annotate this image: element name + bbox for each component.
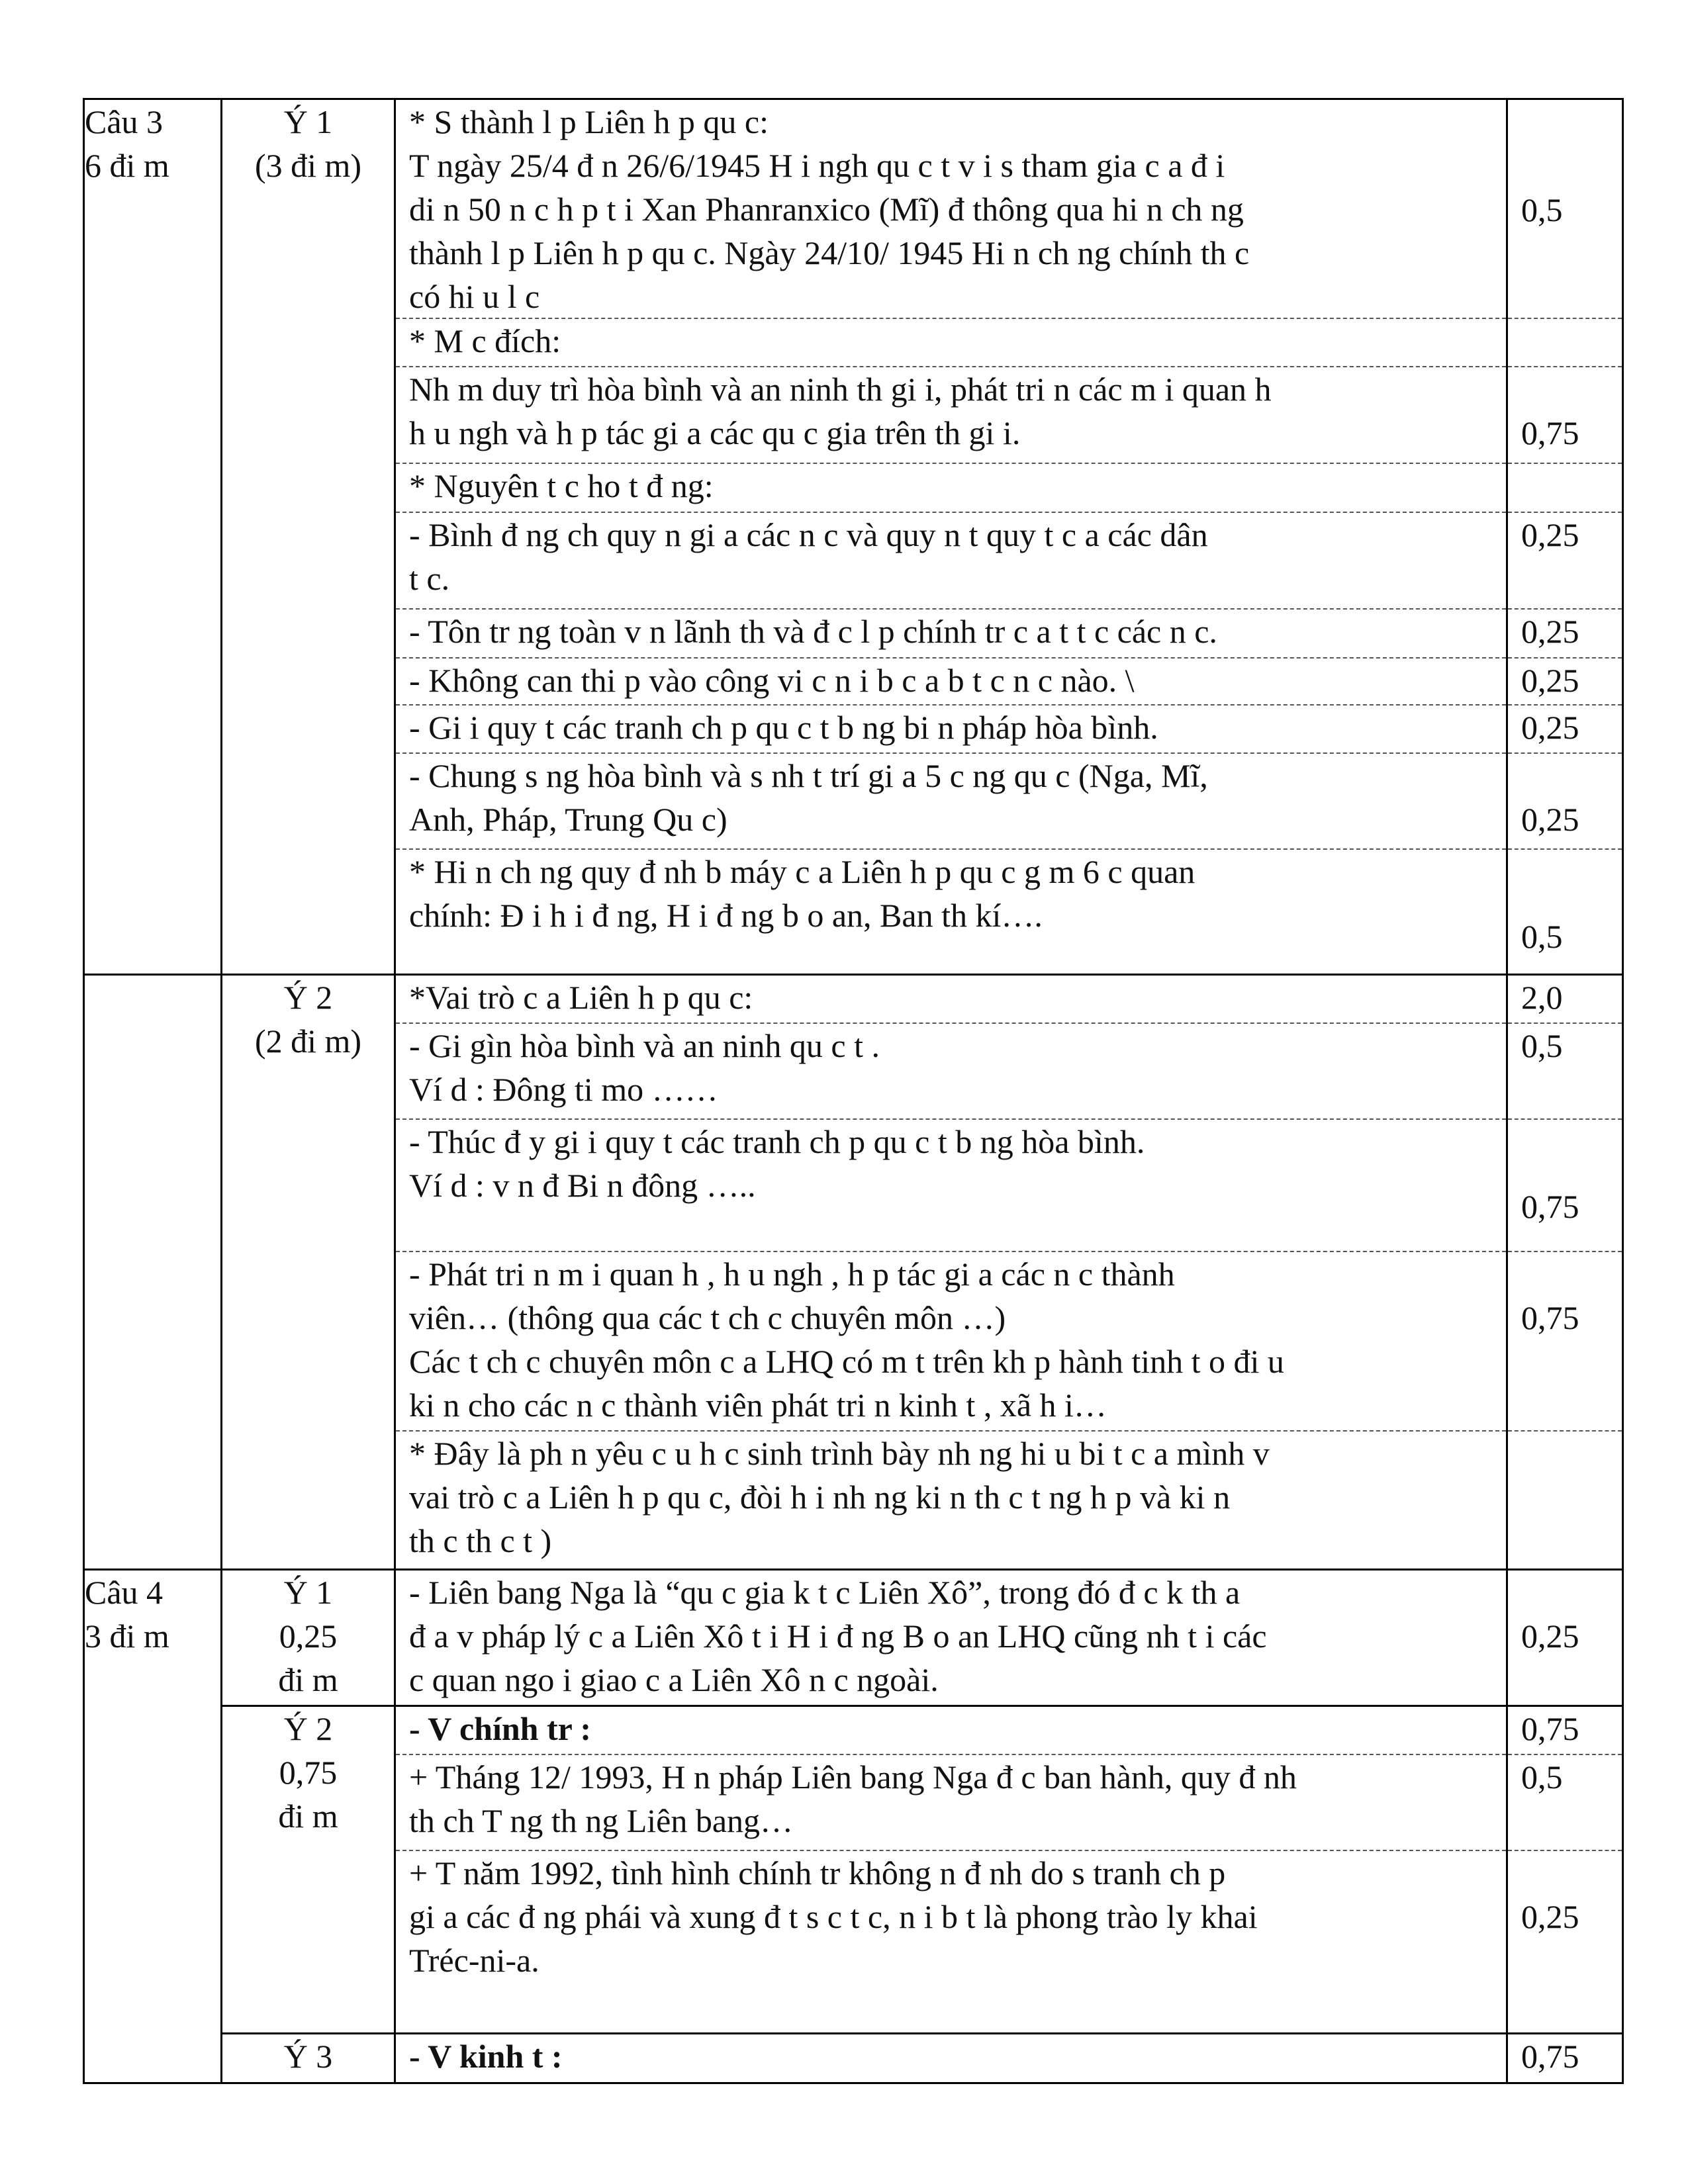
part-points: (3 đi m) xyxy=(254,147,362,184)
score: 0,75 xyxy=(1508,1120,1622,1252)
answer-segment xyxy=(396,976,1506,1024)
part-cell-cau3-y1 xyxy=(222,99,395,975)
part-title: Ý 2 xyxy=(283,1710,333,1747)
answer-line: th ch T ng th ng Liên bang… xyxy=(409,1802,794,1839)
score: 0,25 xyxy=(1508,659,1622,705)
answer-line: gi a các đ ng phái và xung đ t s c t c, n i b t là phong trào ly khai xyxy=(409,1898,1258,1935)
part-cell-cau3-y2 xyxy=(222,975,395,1570)
answer-segment xyxy=(396,1570,1506,1705)
answer-line: - V chính tr : xyxy=(409,1710,592,1747)
content-cell-cau4-y3 xyxy=(395,2034,1507,2083)
answer-line: th c th c t ) xyxy=(409,1522,552,1559)
answer-line: Nh m duy trì hòa bình và an ninh th gi i, phát tri n các m i quan h xyxy=(409,371,1272,408)
score: 0,25 xyxy=(1521,1617,1579,1655)
answer-line: c quan ngo i giao c a Liên Xô n c ngoài. xyxy=(409,1661,939,1698)
answer-line: * S thành l p Liên h p qu c: xyxy=(409,103,769,140)
answer-segment xyxy=(396,850,1506,974)
question-title: Câu 3 xyxy=(85,103,164,140)
part-cell-cau4-y1 xyxy=(222,1570,395,1706)
part-cell-cau4-y2 xyxy=(222,1706,395,2034)
score-cell-cau3-y2 xyxy=(1507,975,1623,1570)
answer-segment xyxy=(396,464,1506,513)
score: 0,5 xyxy=(1508,1755,1622,1851)
answer-line: * M c đích: xyxy=(409,322,561,359)
answer-line: - Gi i quy t các tranh ch p qu c t b ng bi n pháp hòa bình. xyxy=(409,709,1158,746)
question-cell-cau3 xyxy=(84,99,222,975)
part-unit: đi m xyxy=(278,1797,338,1835)
answer-line: - Chung s ng hòa bình và s nh t trí gi a 5 c ng qu c (Nga, Mĩ, xyxy=(409,757,1208,794)
part-title: Ý 3 xyxy=(283,2038,333,2075)
score: 0,75 xyxy=(1508,1707,1622,1755)
answer-line: Anh, Pháp, Trung Qu c) xyxy=(409,801,727,838)
answer-line: t c. xyxy=(409,560,450,597)
answer-line: - Liên bang Nga là “qu c gia k t c Liên Xô”, trong đó đ c k th a xyxy=(409,1574,1241,1611)
answer-line: + T năm 1992, tình hình chính tr không n đ nh do s tranh ch p xyxy=(409,1854,1226,1891)
part-points: (2 đi m) xyxy=(254,1023,362,1060)
answer-line: * Hi n ch ng quy đ nh b máy c a Liên h p qu c g m 6 c quan xyxy=(409,853,1196,890)
answer-line: - Phát tri n m i quan h , h u ngh , h p tác gi a các n c thành xyxy=(409,1255,1175,1293)
score: 0,5 xyxy=(1508,100,1622,319)
row-cau4-y1 xyxy=(84,1570,1623,1706)
score-cell-cau3-y1 xyxy=(1507,99,1623,975)
question-points: 6 đi m xyxy=(85,147,169,184)
question-points: 3 đi m xyxy=(85,1617,169,1655)
answer-line: viên… (thông qua các t ch c chuyên môn …) xyxy=(409,1299,1006,1336)
row-cau3-y1 xyxy=(84,99,1623,975)
content-cell-cau4-y1 xyxy=(395,1570,1507,1706)
answer-segment xyxy=(396,1252,1506,1432)
answer-line: Tréc-ni-a. xyxy=(409,1942,539,1979)
row-cau4-y2 xyxy=(84,1706,1623,2034)
answer-line: *Vai trò c a Liên h p qu c: xyxy=(409,979,753,1016)
answer-line: - Bình đ ng ch quy n gi a các n c và quy n t quy t c a các dân xyxy=(409,516,1208,553)
answer-line: chính: Đ i h i đ ng, H i đ ng b o an, Ban th kí…. xyxy=(409,897,1043,934)
score: 0,5 xyxy=(1521,918,1563,955)
answer-line: di n 50 n c h p t i Xan Phanranxico (Mĩ) đ thông qua hi n ch ng xyxy=(409,191,1244,228)
answer-segment xyxy=(396,367,1506,464)
score: 0,75 xyxy=(1521,2038,1579,2075)
part-title: Ý 2 xyxy=(283,979,333,1016)
answer-segment xyxy=(396,1024,1506,1120)
answer-line: T ngày 25/4 đ n 26/6/1945 H i ngh qu c t v i s tham gia c a đ i xyxy=(409,147,1225,184)
score xyxy=(1508,319,1622,367)
answer-segment xyxy=(396,319,1506,367)
score: 0,75 xyxy=(1508,1252,1622,1432)
answer-line: - Gi gìn hòa bình và an ninh qu c t . xyxy=(409,1027,880,1064)
question-cell-empty xyxy=(84,975,222,1570)
answer-line: * Đây là ph n yêu c u h c sinh trình bày nh ng hi u bi t c a mình v xyxy=(409,1435,1270,1472)
answer-line: vai trò c a Liên h p qu c, đòi h i nh ng ki n th c t ng h p và ki n xyxy=(409,1479,1231,1516)
answer-segment xyxy=(396,610,1506,659)
answer-line: - Thúc đ y gi i quy t các tranh ch p qu c t b ng hòa bình. xyxy=(409,1123,1145,1160)
answer-line: thành l p Liên h p qu c. Ngày 24/10/ 1945 Hi n ch ng chính th c xyxy=(409,234,1250,271)
answer-segment xyxy=(396,659,1506,705)
answer-segment xyxy=(396,1432,1506,1569)
score: 0,25 xyxy=(1508,513,1622,610)
answer-line: + Tháng 12/ 1993, H n pháp Liên bang Nga đ c ban hành, quy đ nh xyxy=(409,1758,1297,1796)
answer-segment xyxy=(396,1120,1506,1252)
answer-line: Các t ch c chuyên môn c a LHQ có m t trên kh p hành tinh t o đi u xyxy=(409,1343,1284,1380)
part-points: 0,75 xyxy=(279,1754,338,1791)
answer-segment xyxy=(396,2034,1506,2082)
score: 0,25 xyxy=(1508,754,1622,850)
question-cell-cau4 xyxy=(84,1570,222,2083)
score: 0,75 xyxy=(1508,367,1622,464)
question-title: Câu 4 xyxy=(85,1574,164,1611)
part-cell-cau4-y3 xyxy=(222,2034,395,2083)
answer-segment xyxy=(396,100,1506,319)
content-cell-cau4-y2 xyxy=(395,1706,1507,2034)
score-cell-cau4-y2 xyxy=(1507,1706,1623,2034)
answer-line: - V kinh t : xyxy=(409,2038,563,2075)
part-title: Ý 1 xyxy=(283,103,333,140)
part-unit: đi m xyxy=(278,1661,338,1698)
answer-line: - Không can thi p vào công vi c n i b c a b t c n c nào. \ xyxy=(409,662,1135,699)
part-points: 0,25 xyxy=(279,1617,338,1655)
answer-segment xyxy=(396,754,1506,850)
content-cell-cau3-y1 xyxy=(395,99,1507,975)
answer-line: Ví d : Đông ti mo …… xyxy=(409,1071,718,1108)
content-cell-cau3-y2 xyxy=(395,975,1507,1570)
answer-line: - Tôn tr ng toàn v n lãnh th và đ c l p chính tr c a t t c các n c. xyxy=(409,613,1217,650)
answer-line: đ a v pháp lý c a Liên Xô t i H i đ ng B o an LHQ cũng nh t i các xyxy=(409,1617,1267,1655)
score xyxy=(1508,1432,1622,1569)
score-cell-cau4-y3 xyxy=(1507,2034,1623,2083)
answer-segment xyxy=(396,705,1506,754)
answer-line: ki n cho các n c thành viên phát tri n kinh t , xã h i… xyxy=(409,1387,1107,1424)
part-title: Ý 1 xyxy=(283,1574,333,1611)
score: 0,5 xyxy=(1508,1024,1622,1120)
answer-line: có hi u l c xyxy=(409,278,540,315)
score: 0,25 xyxy=(1508,705,1622,754)
answer-segment xyxy=(396,1707,1506,1755)
score xyxy=(1508,464,1622,513)
row-cau4-y3 xyxy=(84,2034,1623,2083)
answer-segment xyxy=(396,1851,1506,2032)
answer-key-table xyxy=(83,98,1624,2084)
answer-line: Ví d : v n đ Bi n đông ….. xyxy=(409,1167,756,1204)
answer-segment xyxy=(396,1755,1506,1851)
answer-line: h u ngh và h p tác gi a các qu c gia trên th gi i. xyxy=(409,414,1021,451)
score-cell-cau4-y1 xyxy=(1507,1570,1623,1706)
answer-line: * Nguyên t c ho t đ ng: xyxy=(409,467,714,504)
score: 0,25 xyxy=(1508,610,1622,659)
score: 2,0 xyxy=(1508,976,1622,1024)
score: 0,25 xyxy=(1521,1898,1579,1935)
row-cau3-y2 xyxy=(84,975,1623,1570)
answer-segment xyxy=(396,513,1506,610)
